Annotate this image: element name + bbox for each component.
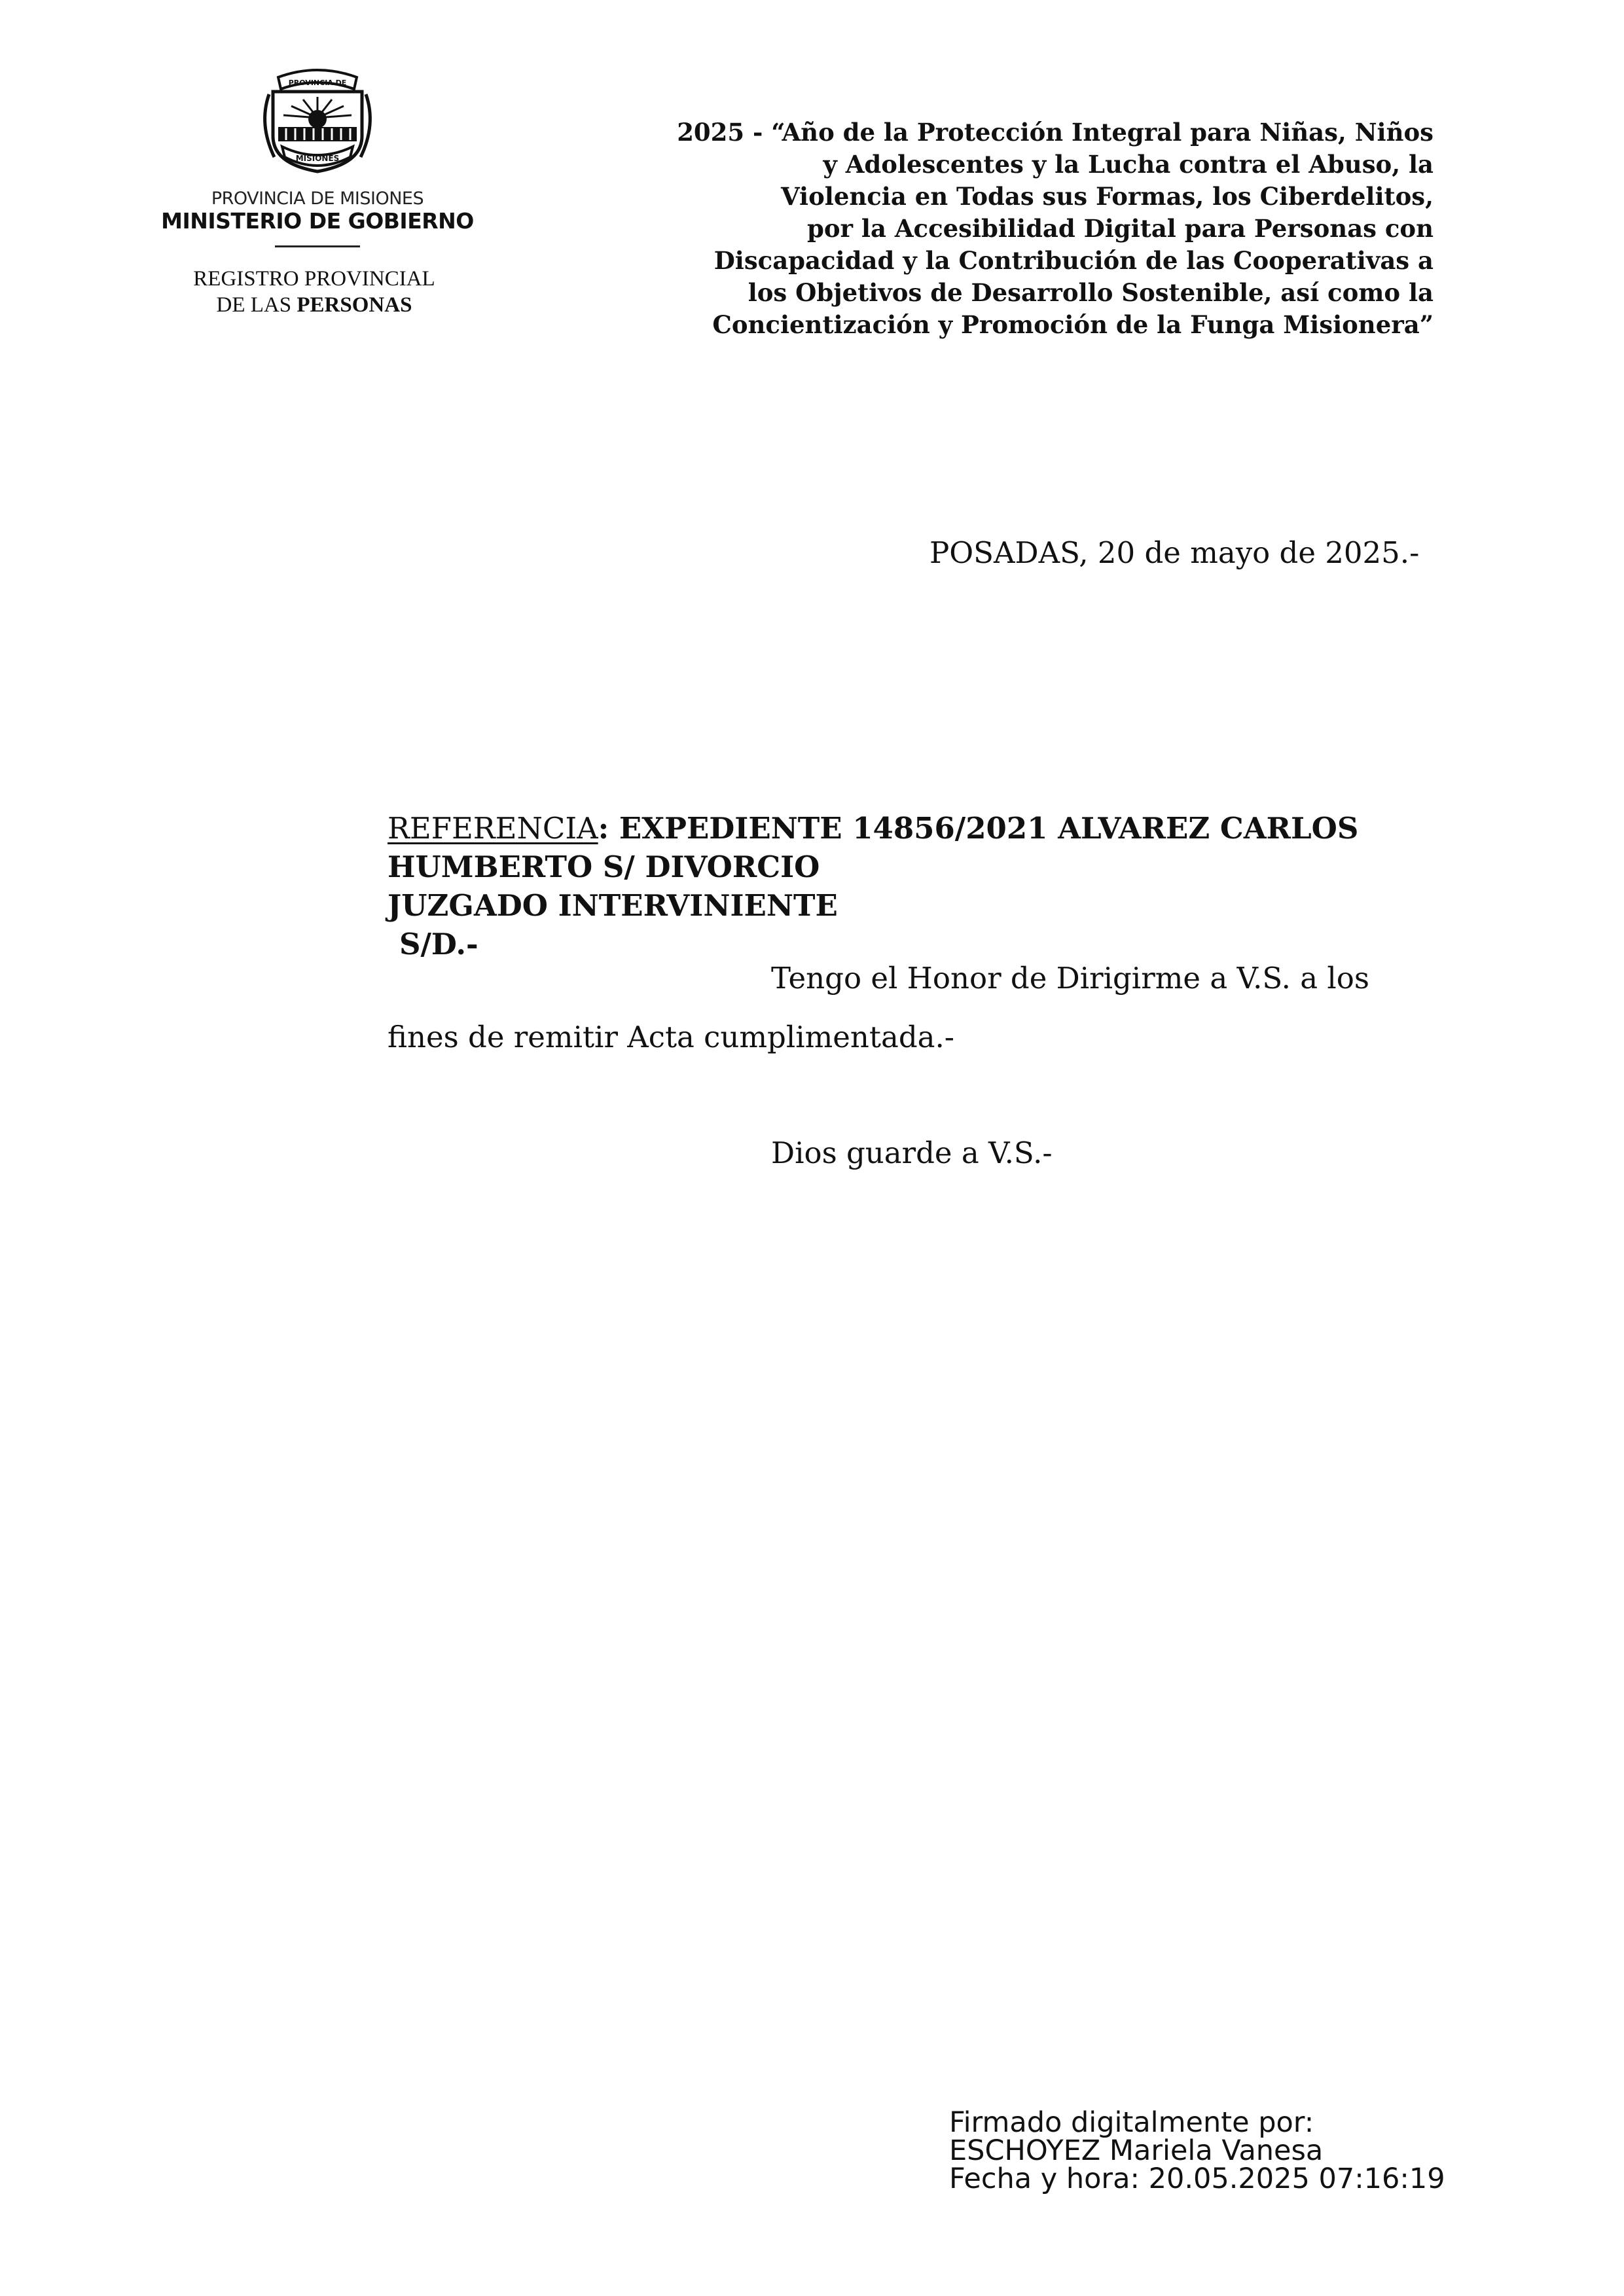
reference-case: : EXPEDIENTE 14856/2021 ALVAREZ CARLOS	[598, 811, 1359, 846]
ministry-divider	[275, 245, 360, 247]
body-text-line1: Tengo el Honor de Dirigirme a V.S. a los	[771, 961, 1369, 996]
motto-line: Violencia en Todas sus Formas, los Ciberdelitos,	[780, 182, 1434, 211]
registry-name-line2	[151, 293, 478, 317]
registry-name-prefix: DE LAS	[216, 293, 297, 317]
signature-signer: ESCHOYEZ Mariela Vanesa	[949, 2134, 1324, 2167]
motto-line: Concientización y Promoción de la Funga Misionera”	[712, 310, 1434, 339]
reference-label: REFERENCIA	[388, 811, 598, 846]
coat-of-arms-icon	[252, 65, 383, 177]
reference-line1	[388, 809, 1500, 848]
registry-name-line1: REGISTRO PROVINCIAL	[193, 267, 435, 291]
crest-text-bottom: MISIONES	[295, 154, 340, 163]
motto-line: por la Accesibilidad Digital para Personas con	[807, 214, 1434, 243]
ministry-name: MINISTERIO DE GOBIERNO	[161, 208, 474, 234]
signature-datetime: Fecha y hora: 20.05.2025 07:16:19	[949, 2162, 1445, 2195]
ministry-province: PROVINCIA DE MISIONES	[211, 188, 424, 209]
year-motto	[628, 117, 1434, 341]
motto-line: los Objetivos de Desarrollo Sostenible, así como la	[748, 278, 1434, 307]
reference-sd: S/D.-	[399, 927, 478, 961]
closing-salutation: Dios guarde a V.S.-	[771, 1136, 1053, 1170]
reference-court: JUZGADO INTERVINIENTE	[388, 888, 838, 923]
reference-block	[388, 809, 1500, 963]
reference-line2: HUMBERTO S/ DIVORCIO	[388, 850, 820, 884]
body-text-line2: fines de remitir Acta cumplimentada.-	[388, 1020, 954, 1054]
registry-name-bold: PERSONAS	[297, 293, 412, 317]
motto-line: 2025 - “Año de la Protección Integral para Niñas, Niños	[677, 118, 1434, 147]
crest-text-top: PROVINCIA DE	[288, 79, 347, 87]
signature-line1: Firmado digitalmente por:	[949, 2106, 1314, 2139]
letter-date: POSADAS, 20 de mayo de 2025.-	[929, 535, 1420, 570]
motto-line: y Adolescentes y la Lucha contra el Abuso, la	[823, 150, 1434, 179]
motto-line: Discapacidad y la Contribución de las Cooperativas a	[713, 246, 1434, 275]
digital-signature	[949, 2106, 1578, 2195]
